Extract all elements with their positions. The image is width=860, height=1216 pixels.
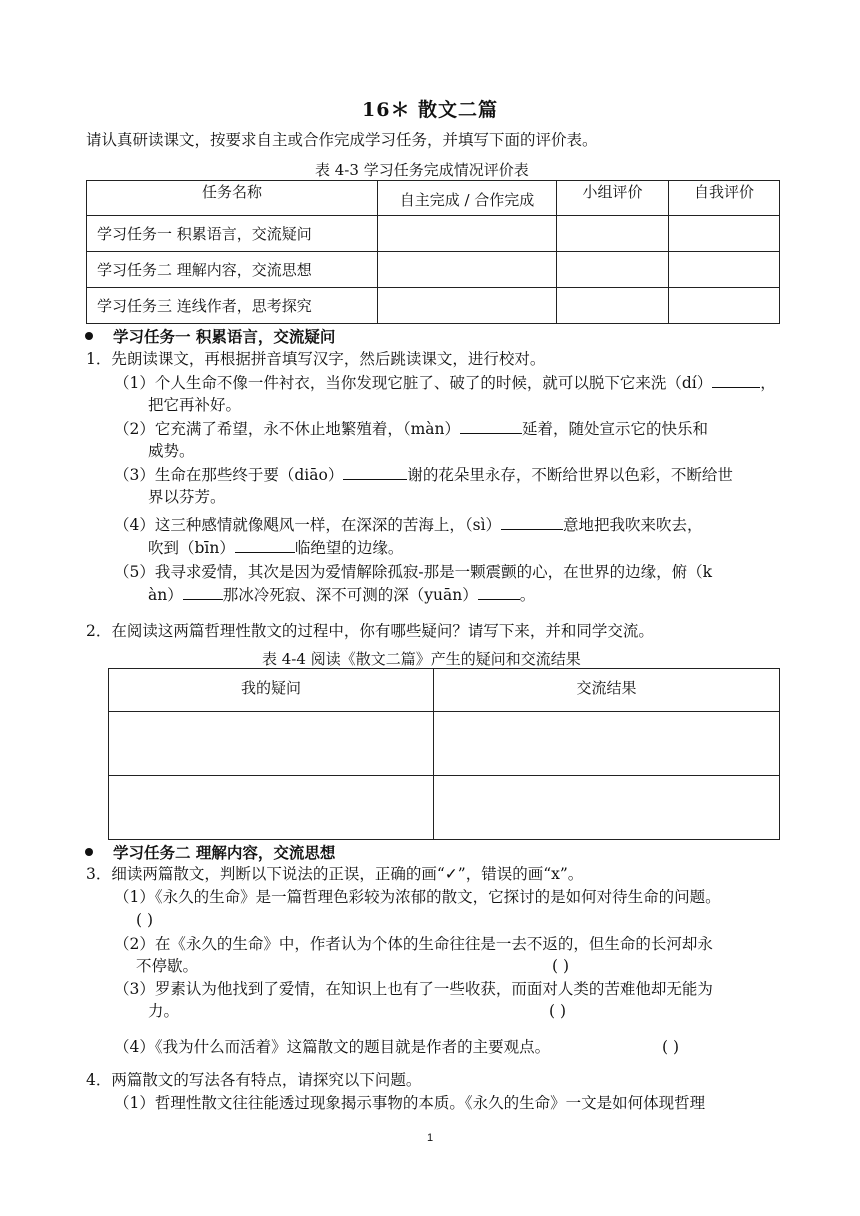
item-1	[114, 372, 776, 394]
item-2	[114, 418, 708, 440]
table-cell-input[interactable]	[109, 776, 434, 840]
item-5-cont	[148, 584, 535, 606]
item-4-text-c: 吹到（bīn）	[148, 539, 235, 557]
question-4-1: （1）哲理性散文往往能透过现象揭示事物的本质。《永久的生命》一文是如何体现哲理	[114, 1094, 706, 1112]
statement-1: （1）《永久的生命》是一篇哲理色彩较为浓郁的散文，它探讨的是如何对待生命的问题。	[114, 888, 721, 906]
item-1-text: （1）个人生命不像一件衬衣，当你发现它脏了、破了的时候，就可以脱下它来洗（dí）	[114, 374, 713, 392]
question-4: 4．两篇散文的写法各有特点，请探究以下问题。	[86, 1071, 422, 1089]
item-3-text-b: 谢的花朵里永存，不断给世界以色彩，不断给世	[407, 466, 733, 484]
intro-text: 请认真研读课文，按要求自主或合作完成学习任务，并填写下面的评价表。	[86, 131, 598, 149]
item-3-text: （3）生命在那些终于要（diāo）	[114, 466, 344, 484]
evaluation-table	[86, 180, 780, 324]
table-cell-input[interactable]	[669, 288, 780, 324]
item-5-text-b: àn）	[148, 586, 183, 604]
task2-heading: 学习任务二 理解内容，交流思想	[113, 843, 336, 862]
item-4-text: （4）这三种感情就像飓风一样，在深深的苦海上，（sì）	[114, 516, 502, 534]
question-1: 1．先朗读课文，再根据拼音填写汉字，然后跳读课文，进行校对。	[86, 350, 546, 368]
page-title: 16＊ 散文二篇	[362, 99, 499, 121]
table-cell-input[interactable]	[378, 216, 557, 252]
table-cell-input[interactable]	[557, 252, 669, 288]
header-my-questions: 我的疑问	[109, 669, 434, 712]
task1-heading: 学习任务一 积累语言，交流疑问	[113, 327, 336, 346]
header-completion: 自主完成 / 合作完成	[378, 181, 557, 216]
blank-field[interactable]	[460, 419, 522, 434]
item-5-text-d: 。	[519, 586, 536, 604]
question-3-text-b: ”，错误的画“x”。	[457, 865, 584, 883]
answer-paren[interactable]: ( )	[549, 1002, 567, 1020]
item-5-text-c: 那冰冷死寂、深不可测的深（yuān）	[222, 586, 478, 604]
statement-2: （2）在《永久的生命》中，作者认为个体的生命往往是一去不返的，但生命的长河却永	[114, 935, 713, 953]
item-4	[114, 514, 703, 536]
table-cell-input[interactable]	[669, 216, 780, 252]
item-3-cont: 界以芬芳。	[148, 488, 226, 506]
statement-3-cont: 力。	[148, 1002, 180, 1020]
bullet-icon	[85, 332, 93, 340]
questions-table	[108, 668, 780, 840]
item-2-cont: 威势。	[148, 442, 195, 460]
answer-paren[interactable]: ( )	[552, 957, 570, 975]
blank-field[interactable]	[343, 465, 407, 480]
item-4-cont	[148, 537, 403, 559]
table-cell-input[interactable]	[109, 712, 434, 776]
table-cell-input[interactable]	[378, 288, 557, 324]
table-cell-input[interactable]	[557, 216, 669, 252]
item-4-text-d: 临绝望的边缘。	[294, 539, 404, 557]
table-cell-input[interactable]	[378, 252, 557, 288]
check-icon: ✓	[444, 865, 458, 883]
item-4-text-b: 意地把我吹来吹去，	[563, 516, 703, 534]
item-1-cont: 把它再补好。	[148, 396, 242, 414]
blank-field[interactable]	[501, 515, 563, 530]
page-number: 1	[427, 1132, 434, 1144]
question-3	[86, 863, 583, 885]
bullet-icon	[85, 848, 93, 856]
item-3	[114, 464, 733, 486]
blank-field[interactable]	[478, 585, 520, 600]
blank-field[interactable]	[712, 373, 760, 388]
item-5: （5）我寻求爱情，其次是因为爱情解除孤寂-那是一颗震颤的心，在世界的边缘，俯（k	[114, 563, 712, 581]
table-cell-input[interactable]	[669, 252, 780, 288]
item-2-text: （2）它充满了希望，永不休止地繁殖着，（màn）	[114, 420, 461, 438]
table-cell-input[interactable]	[434, 776, 780, 840]
question-3-text: 3．细读两篇散文，判断以下说法的正误，正确的画“	[86, 865, 445, 883]
statement-2-cont: 不停歇。	[136, 957, 199, 975]
answer-paren[interactable]: ( )	[662, 1038, 680, 1056]
statement-3: （3）罗素认为他找到了爱情，在知识上也有了一些收获，而面对人类的苦难他却无能为	[114, 980, 713, 998]
item-2-text-b: 延着，随处宣示它的快乐和	[522, 420, 709, 438]
table-row-task2: 学习任务二 理解内容，交流思想	[87, 252, 378, 288]
header-task-name: 任务名称	[87, 181, 378, 216]
table-row-task1: 学习任务一 积累语言，交流疑问	[87, 216, 378, 252]
item-1-comma: ，	[760, 374, 776, 392]
table-cell-input[interactable]	[434, 712, 780, 776]
blank-field[interactable]	[183, 585, 223, 600]
table-cell-input[interactable]	[557, 288, 669, 324]
header-self-eval: 自我评价	[669, 181, 780, 216]
question-2: 2．在阅读这两篇哲理性散文的过程中，你有哪些疑问？请写下来，并和同学交流。	[86, 622, 654, 640]
table1-caption: 表 4-3 学习任务完成情况评价表	[315, 161, 529, 179]
header-results: 交流结果	[434, 669, 780, 712]
answer-paren[interactable]: ( )	[136, 911, 154, 929]
statement-4: （4）《我为什么而活着》这篇散文的题目就是作者的主要观点。	[114, 1038, 551, 1056]
header-group-eval: 小组评价	[557, 181, 669, 216]
table2-caption: 表 4-4 阅读《散文二篇》产生的疑问和交流结果	[262, 650, 581, 668]
table-row-task3: 学习任务三 连线作者，思考探究	[87, 288, 378, 324]
blank-field[interactable]	[235, 538, 295, 553]
